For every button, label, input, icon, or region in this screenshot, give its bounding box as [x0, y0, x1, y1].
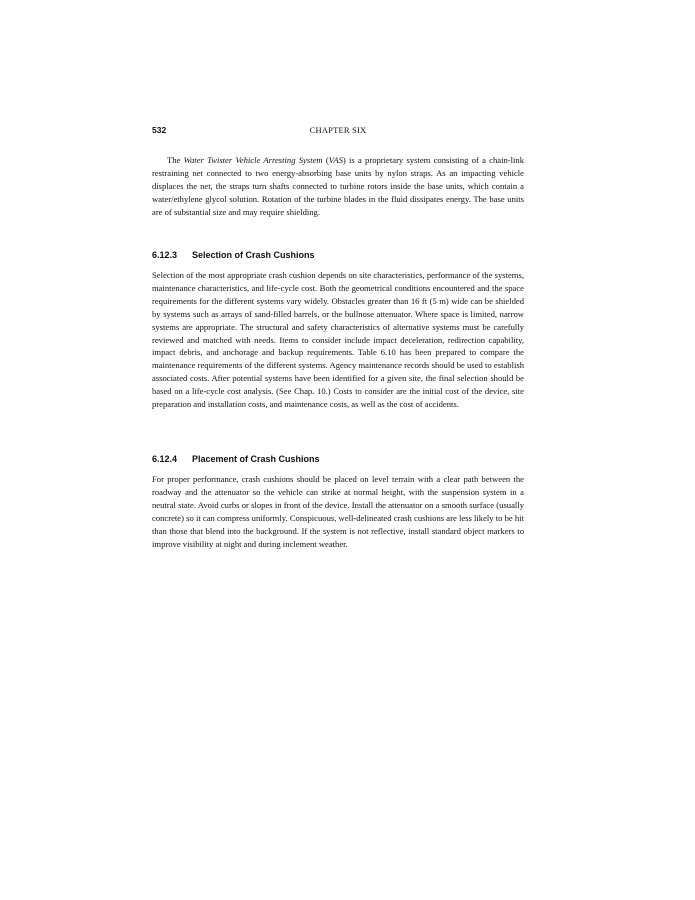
body-paragraph: For proper performance, crash cushions should be placed on level terrain with a clear path between the roadway and the attenuator so the vehicle can strike at normal height, with the suspension system in a neutral state. Avoid curbs or slopes in front of the device. Install the attenuator on a smooth surface (usually concrete) so it can compress uniformly. Conspicuous, well-delineated crash cushions are less likely to be hit than those that blend into the background. If the system is not reflective, install standard object markers to improve visibility at night and during inclement weather.	[152, 474, 524, 549]
page-number: 532	[152, 125, 167, 135]
paragraph-mid: (	[322, 155, 329, 165]
section-number: 6.12.4	[152, 454, 178, 464]
section-number: 6.12.3	[152, 250, 178, 260]
section-heading	[152, 250, 524, 260]
section-title: Selection of Crash Cushions	[192, 250, 315, 260]
section-body-6-12-4	[152, 473, 524, 550]
section-heading-6-12-4	[152, 454, 524, 464]
system-abbreviation: VAS	[328, 155, 343, 165]
chapter-title: CHAPTER SIX	[309, 125, 367, 135]
paragraph-vas	[152, 154, 524, 219]
section-heading-6-12-3	[152, 250, 524, 260]
paragraph-text: ) is a proprietary system consisting of a chain-link restraining net connected to two energy-absorbing base units by nylon straps. As an impacting vehicle displaces the net, the straps turn shafts connected to turbine rotors inside the base units, which contain a water/ethylene glycol solution. Rotation of the turbine blades in the fluid dissipates energy. The base units are of substantial size and may require shielding.	[152, 155, 524, 217]
running-header	[152, 125, 524, 139]
section-body-6-12-3	[152, 269, 524, 411]
paragraph-lead: The	[167, 155, 184, 165]
body-paragraph: Selection of the most appropriate crash cushion depends on site characteristics, performance of the systems, maintenance characteristics, and life-cycle cost. Both the geometrical conditions encountered and the space requirements for the different systems vary widely. Obstacles greater than 16 ft (5 m) wide can be shielded by systems such as arrays of sand-filled barrels, or the bullnose attenuator. Where space is limited, narrow systems are appropriate. The structural and safety characteristics of alternative systems must be carefully reviewed and matched with needs. Items to consider include impact deceleration, redirection capability, impact debris, and anchorage and backup requirements. Table 6.10 has been prepared to compare the maintenance requirements of the different systems. Agency maintenance records should be used to establish associated costs. After potential systems have been identified for a given site, the final selection should be based on a life-cycle cost analysis. (See Chap. 10.) Costs to consider are the initial cost of the device, site preparation and installation costs, and maintenance costs, as well as the cost of accidents.	[152, 270, 524, 410]
body-paragraph	[152, 154, 524, 219]
section-heading	[152, 454, 524, 464]
system-name: Water Twister Vehicle Arresting System	[183, 155, 323, 165]
section-title: Placement of Crash Cushions	[192, 454, 320, 464]
